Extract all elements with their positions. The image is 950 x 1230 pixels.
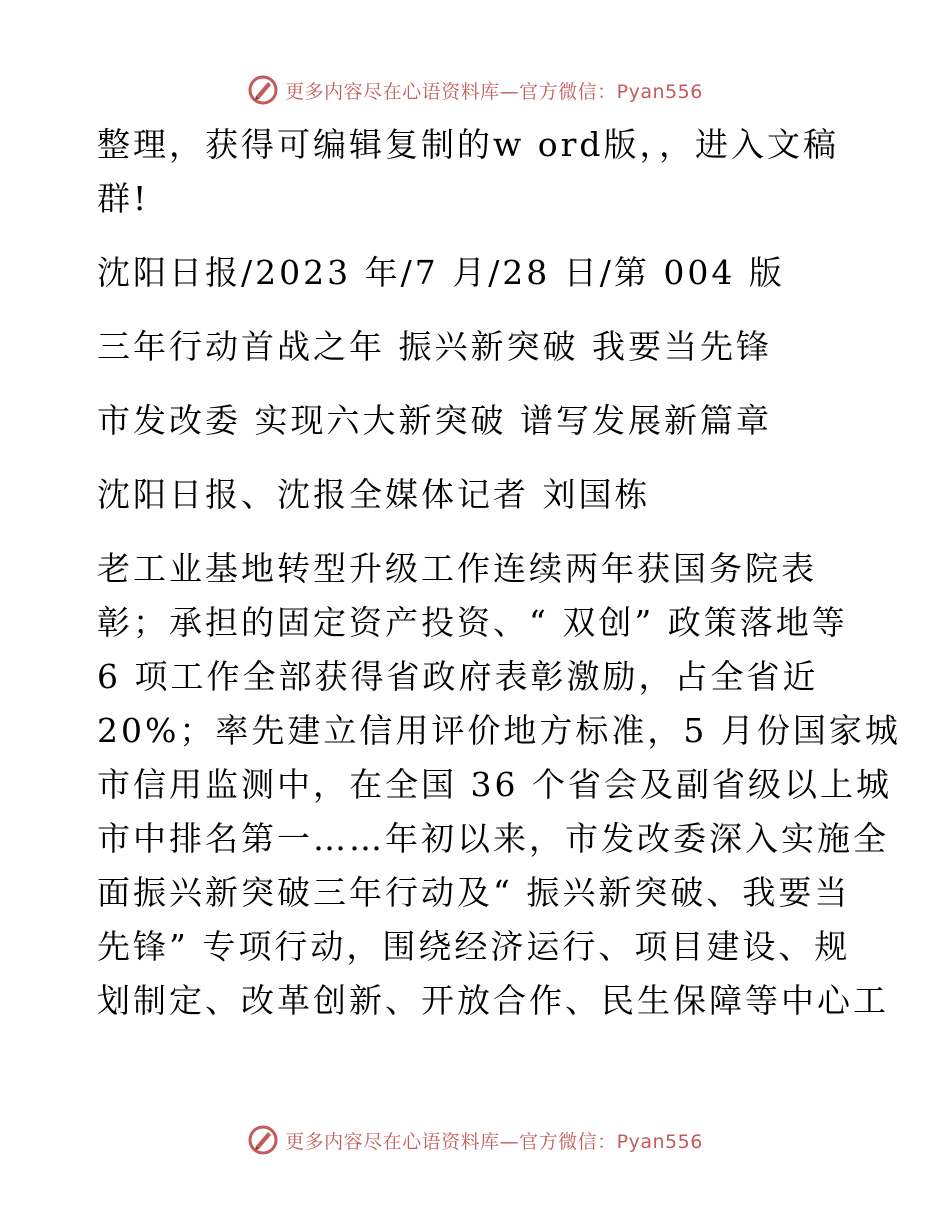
headline: 市发改委 实现六大新突破 谱写发展新篇章	[97, 401, 772, 440]
footer-watermark	[0, 1120, 950, 1160]
text-line: 老工业基地转型升级工作连续两年获国务院表	[97, 549, 817, 588]
text-line: 面振兴新突破三年行动及“ 振兴新突破、我要当	[97, 873, 851, 912]
text-line: 彰；承担的固定资产投资、“ 双创” 政策落地等	[97, 603, 848, 642]
text-line: 市信用监测中，在全国 36 个省会及副省级以上城	[97, 765, 892, 804]
text-line: 20%；率先建立信用评价地方标准，5 月份国家城	[97, 711, 901, 750]
byline: 沈阳日报、沈报全媒体记者 刘国栋	[97, 475, 651, 514]
text-line: 划制定、改革创新、开放合作、民生保障等中心工	[97, 981, 889, 1020]
text-line: 市中排名第一……年初以来，市发改委深入实施全	[97, 819, 889, 858]
text-line: 先锋” 专项行动，围绕经济运行、项目建设、规	[97, 927, 851, 966]
footer-watermark-text: 更多内容尽在心语资料库—官方微信：Pyan556	[285, 1130, 703, 1153]
text-line: 整理，获得可编辑复制的w ord版，，进入文稿	[97, 125, 840, 164]
pen-circle-logo-icon	[247, 1124, 279, 1156]
text-line: 群!	[97, 179, 150, 218]
source-line: 沈阳日报/2023 年/7 月/28 日/第 004 版	[97, 253, 785, 292]
pen-circle-logo-icon	[247, 74, 279, 106]
header-watermark-text: 更多内容尽在心语资料库—官方微信：Pyan556	[285, 80, 703, 103]
document-body	[97, 118, 901, 1028]
headline-kicker: 三年行动首战之年 振兴新突破 我要当先锋	[97, 327, 772, 366]
text-line: 6 项工作全部获得省政府表彰激励，占全省近	[97, 657, 819, 696]
header-watermark	[0, 70, 950, 110]
